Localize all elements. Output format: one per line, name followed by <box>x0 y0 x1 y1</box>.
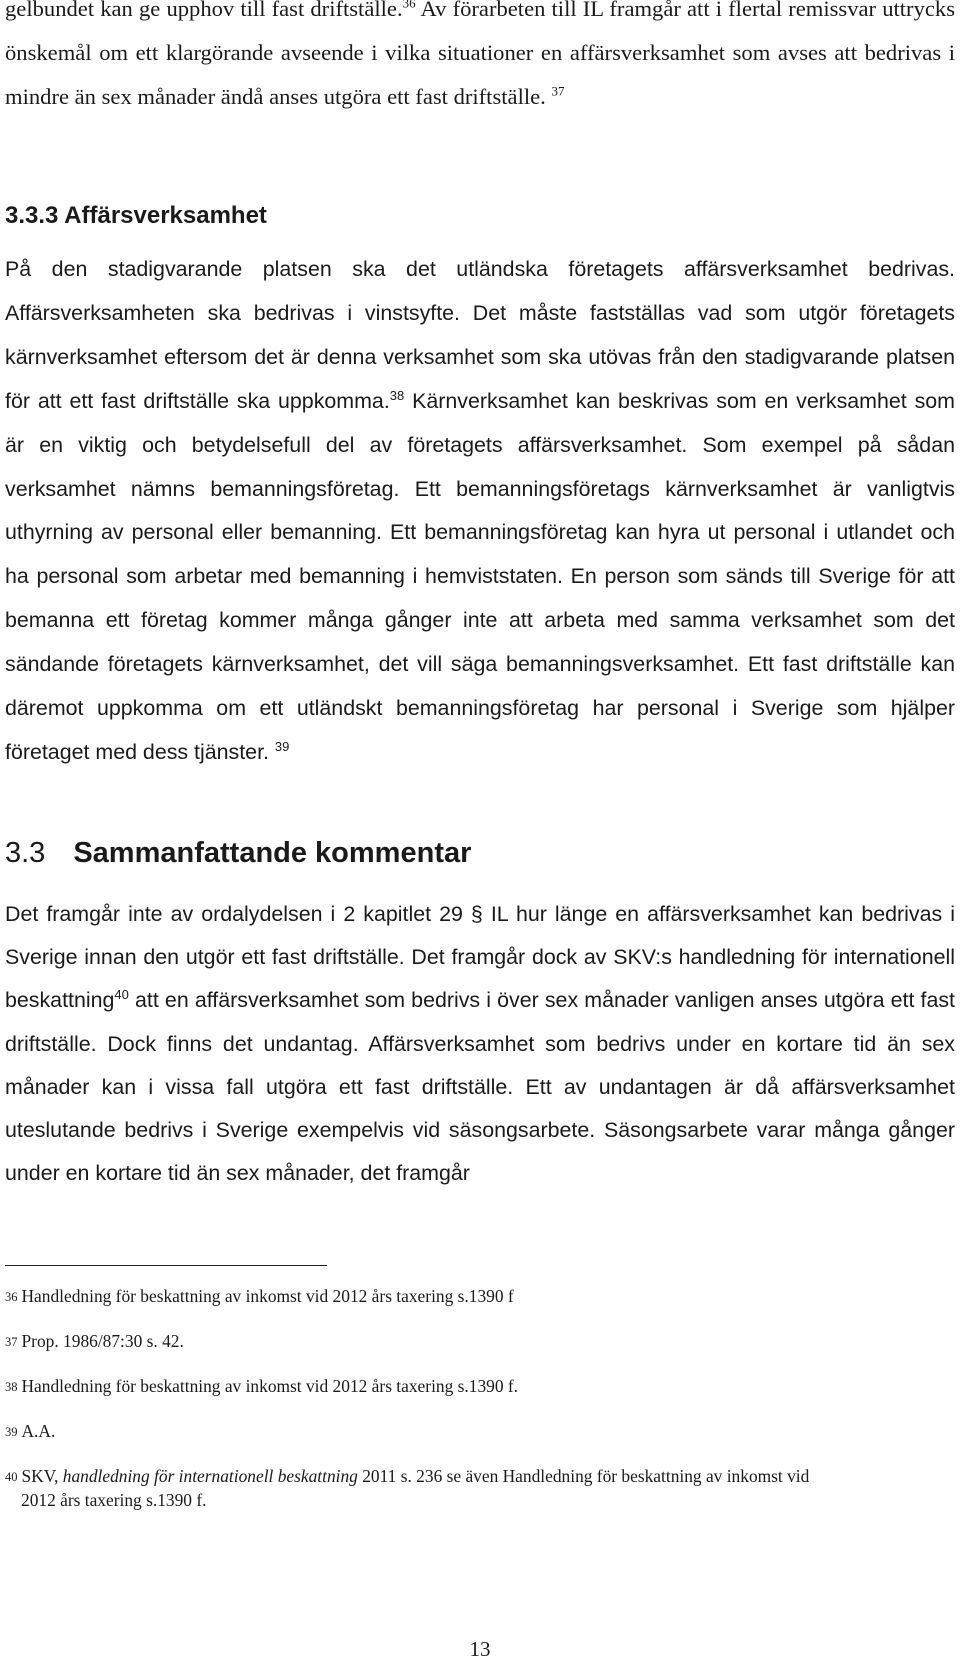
footnote-36 <box>5 1286 955 1310</box>
footnote-38 <box>5 1376 955 1400</box>
section-title: Sammanfattande kommentar <box>73 837 472 869</box>
footnote-text: SKV, <box>21 1466 63 1486</box>
footnote-number: 38 <box>5 1380 18 1394</box>
paragraph-affarsverksamhet <box>5 248 955 775</box>
footnote-divider <box>5 1265 327 1266</box>
footnote-text: Prop. 1986/87:30 s. 42. <box>21 1331 184 1351</box>
footnote-39 <box>5 1421 955 1445</box>
page-number: 13 <box>469 1637 491 1661</box>
footnote-ref-39[interactable]: 39 <box>274 738 290 754</box>
heading-sammanfattande-kommentar <box>5 835 471 871</box>
section-number: 3.3 <box>5 837 46 869</box>
footnote-text-continued: 2012 års taxering s.1390 f. <box>21 1489 207 1510</box>
footnote-number: 37 <box>5 1335 18 1349</box>
footnote-ref-36[interactable]: 36 <box>402 0 416 11</box>
footnote-text: 2011 s. 236 se även Handledning för beskattning av inkomst vid <box>357 1466 810 1486</box>
footnote-text: Handledning för beskattning av inkomst vid 2012 års taxering s.1390 f. <box>21 1376 519 1396</box>
paragraph-text: Det framgår inte av ordalydelsen i 2 kapitlet 29 § IL hur länge en affärsverksamhet kan bedrivas i Sverige innan den utgör ett fast driftställe. Det framgår dock av SKV:s handledning för internationell beskattning <box>5 902 955 1013</box>
footnote-number: 40 <box>5 1470 18 1484</box>
footnote-37 <box>5 1331 955 1355</box>
footnote-number: 39 <box>5 1425 18 1439</box>
paragraph-sammanfattning <box>5 893 955 1195</box>
footnote-ref-37[interactable]: 37 <box>551 83 565 99</box>
footnote-ref-40[interactable]: 40 <box>114 987 129 1003</box>
paragraph-text: På den stadigvarande platsen ska det utländska företagets affärsverksamhet bedrivas. Affärsverksamheten ska bedrivas i vinstsyfte. Det måste fastställas vad som utgör företagets kärnverksamhet eftersom det är denna verksamhet som ska utövas från den stadigvarande platsen för att ett fast driftställe ska uppkomma. <box>5 257 955 413</box>
paragraph-intro <box>5 0 955 119</box>
footnote-ref-38[interactable]: 38 <box>389 387 405 403</box>
footnote-40 <box>5 1466 955 1511</box>
paragraph-text: Av förarbeten till IL framgår att i flertal remissvar uttrycks önskemål om ett klargörande avseende i vilka situationer en affärsverksamhet som avses att bedrivas i mindre än sex månader ändå anses utgöra ett fast driftställe. <box>5 0 955 109</box>
paragraph-text: gelbundet kan ge upphov till fast driftställe. <box>5 0 403 21</box>
heading-affarsverksamhet: 3.3.3 Affärsverksamhet <box>5 202 267 229</box>
paragraph-text: Kärnverksamhet kan beskrivas som en verksamhet som är en viktig och betydelsefull del av företagets affärsverksamhet. Som exempel på sådan verksamhet nämns bemanningsföretag. Ett bemanningsföretags kärnverksamhet är vanligtvis uthyrning av personal eller bemanning. Ett bemanningsföretag kan hyra ut personal i utlandet och ha personal som arbetar med bemanning i hemviststaten. En person som sänds till Sverige för att bemanna ett företag kommer många gånger inte att arbeta med samma verksamhet som det sändande företagets kärnverksamhet, det vill säga bemanningsverksamhet. Ett fast driftställe kan däremot uppkomma om ett utländskt bemanningsföretag har personal i Sverige som hjälper företaget med dess tjänster. <box>5 388 955 764</box>
footnote-text: Handledning för beskattning av inkomst vid 2012 års taxering s.1390 f <box>21 1286 514 1306</box>
footnote-italic-title: handledning för internationell beskattning <box>62 1466 358 1486</box>
footnote-text: A.A. <box>21 1421 56 1441</box>
paragraph-text: att en affärsverksamhet som bedrivs i över sex månader vanligen anses utgöra ett fast driftställe. Dock finns det undantag. Affärsverksamhet som bedrivs under en kortare tid än sex månader kan i vissa fall utgöra ett fast driftställe. Ett av undantagen är då affärsverksamhet uteslutande bedrivs i Sverige exempelvis vid säsongsarbete. Säsongsarbete varar många gånger under en kortare tid än sex månader, det framgår <box>5 988 955 1186</box>
footnote-number: 36 <box>5 1290 18 1304</box>
